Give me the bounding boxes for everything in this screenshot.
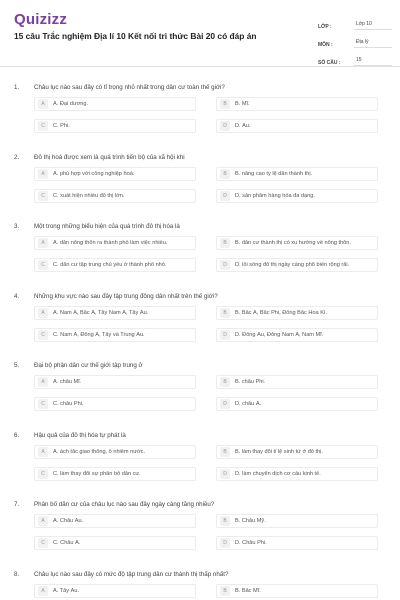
answer-option-b[interactable]	[216, 375, 378, 389]
question-item	[0, 84, 400, 154]
question-item	[0, 362, 400, 432]
worksheet-meta	[318, 14, 392, 68]
answer-option-d[interactable]	[216, 258, 378, 272]
option-letter: A	[38, 377, 48, 387]
meta-count-row	[318, 50, 392, 66]
option-letter: B	[220, 447, 230, 457]
question-item	[0, 223, 400, 293]
answer-option-a[interactable]	[34, 167, 196, 181]
meta-count-label: SỐ CÂU :	[318, 60, 341, 66]
answer-option-d[interactable]	[216, 119, 378, 133]
answer-option-d[interactable]	[216, 467, 378, 481]
option-text: B. châu Phi.	[235, 379, 266, 385]
answer-option-d[interactable]	[216, 189, 378, 203]
option-letter: D	[220, 399, 230, 409]
option-text: D. Âu.	[235, 123, 251, 129]
meta-class-value: Lớp 10	[354, 21, 392, 30]
option-letter: C	[38, 121, 48, 131]
option-text: A. châu Mĩ.	[53, 379, 82, 385]
answer-option-c[interactable]	[34, 258, 196, 272]
answer-option-b[interactable]	[216, 167, 378, 181]
option-letter: C	[38, 469, 48, 479]
answer-option-d[interactable]	[216, 536, 378, 550]
question-item	[0, 571, 400, 600]
option-letter: B	[220, 516, 230, 526]
option-letter: A	[38, 308, 48, 318]
option-text: B. Mĩ.	[235, 101, 250, 107]
question-text: Đô thị hoá được xem là quá trình tiến bộ của xã hội khi	[34, 153, 185, 161]
option-text: A. dân nông thôn ra thành phố làm việc nhiều.	[53, 240, 168, 246]
option-text: B. làm thay đổi tỉ lệ sinh tử ở đô thị.	[235, 448, 323, 455]
question-list	[0, 84, 400, 600]
question-number: 3.	[14, 223, 20, 230]
answer-option-a[interactable]	[34, 236, 196, 250]
question-number: 6.	[14, 431, 20, 439]
option-text: B. dân cư thành thị có xu hướng về nông thôn.	[235, 240, 351, 246]
option-text: B. Châu Mỹ.	[235, 518, 266, 524]
option-text: D. sản phẩm hàng hóa đa dạng.	[235, 192, 315, 199]
option-text: B. nâng cao tỷ lệ dân thành thị.	[235, 170, 313, 177]
option-letter: D	[220, 121, 230, 131]
answer-option-a[interactable]	[34, 97, 196, 111]
answer-option-b[interactable]	[216, 236, 378, 250]
question-item	[0, 293, 400, 363]
answer-option-b[interactable]	[216, 514, 378, 528]
option-text: D. châu Á.	[235, 401, 262, 407]
option-text: D. làm chuyển dịch cơ cấu kinh tế.	[235, 470, 321, 477]
option-text: D. Đông Âu, Đông Nam Á, Nam Mĩ.	[235, 331, 324, 338]
option-letter: C	[38, 260, 48, 270]
question-number: 1.	[14, 84, 20, 91]
option-letter: A	[38, 99, 48, 109]
answer-option-a[interactable]	[34, 445, 196, 459]
option-letter: B	[220, 238, 230, 248]
answer-option-b[interactable]	[216, 306, 378, 320]
option-letter: D	[220, 191, 230, 201]
option-text: C. xuất hiện nhiều đô thị lớn.	[53, 192, 125, 199]
question-number: 2.	[14, 153, 20, 161]
option-letter: A	[38, 238, 48, 248]
answer-option-b[interactable]	[216, 584, 378, 598]
answer-option-b[interactable]	[216, 445, 378, 459]
question-text: Phân bố dân cư của châu lục nào sau đây ngày càng tăng nhiều?	[34, 501, 215, 508]
answer-option-d[interactable]	[216, 397, 378, 411]
answer-option-a[interactable]	[34, 375, 196, 389]
option-text: C. làm thay đổi sự phân bố dân cư.	[53, 470, 141, 477]
answer-option-c[interactable]	[34, 536, 196, 550]
option-text: C. châu Phi.	[53, 401, 84, 407]
option-letter: A	[38, 586, 48, 596]
option-letter: B	[220, 99, 230, 109]
option-letter: B	[220, 169, 230, 179]
meta-subject-label: MÔN :	[318, 42, 333, 48]
question-number: 5.	[14, 362, 20, 369]
option-letter: D	[220, 538, 230, 548]
option-text: D. lối sống đô thị ngày càng phổ biến rộng rãi.	[235, 262, 350, 268]
answer-option-a[interactable]	[34, 306, 196, 320]
option-letter: A	[38, 169, 48, 179]
question-text: Châu lục nào sau đây có tỉ trọng nhỏ nhất trong dân cư toàn thế giới?	[34, 84, 225, 91]
option-text: B. Bắc Á, Bắc Phi, Đông Bắc Hoa Kì.	[235, 309, 328, 316]
quizizz-logo: Quizizz	[14, 11, 68, 28]
option-text: D. Châu Phi.	[235, 540, 267, 546]
worksheet-title: 15 câu Trắc nghiệm Địa lí 10 Kết nối tri thức Bài 20 có đáp án	[14, 31, 257, 41]
question-text: Một trong những biểu hiện của quá trình đô thị hóa là	[34, 223, 180, 230]
meta-subject-value: Địa lý	[354, 39, 392, 48]
question-number: 8.	[14, 570, 20, 578]
option-text: C. dân cư tập trung chủ yếu ở thành phố nhỏ.	[53, 262, 167, 268]
question-text: Những khu vực nào sau đây tập trung đông dân nhất trên thế giới?	[34, 292, 218, 300]
option-letter: D	[220, 469, 230, 479]
question-text: Châu lục nào sau đây có mức độ tập trung dân cư thành thị thấp nhất?	[34, 570, 229, 578]
option-text: A. Nam Á, Bắc Á, Tây Nam Á, Tây Âu.	[53, 309, 149, 316]
meta-count-value: 15	[354, 57, 392, 66]
option-text: A. ách tắc giao thông, ô nhiễm nước.	[53, 448, 145, 455]
option-text: C. Châu Á.	[53, 540, 81, 546]
header-divider	[0, 66, 400, 67]
option-text: A. Đại dương.	[53, 101, 89, 107]
option-letter: B	[220, 308, 230, 318]
question-number: 7.	[14, 501, 20, 508]
option-letter: A	[38, 516, 48, 526]
option-letter: B	[220, 586, 230, 596]
option-text: C. Phi.	[53, 123, 70, 129]
option-letter: C	[38, 399, 48, 409]
option-letter: C	[38, 191, 48, 201]
answer-option-a[interactable]	[34, 514, 196, 528]
option-text: A. Tây Âu.	[53, 587, 80, 594]
answer-option-c[interactable]	[34, 397, 196, 411]
option-text: B. Bắc Mĩ.	[235, 587, 261, 594]
option-letter: D	[220, 260, 230, 270]
question-item	[0, 432, 400, 502]
option-text: C. Nam Á, Đông Á, Tây và Trung Âu.	[53, 331, 145, 338]
option-letter: B	[220, 377, 230, 387]
question-item	[0, 154, 400, 224]
option-letter: A	[38, 447, 48, 457]
question-item	[0, 501, 400, 571]
meta-class-row	[318, 14, 392, 30]
option-text: A. phù hợp với công nghiệp hoá.	[53, 170, 135, 177]
question-number: 4.	[14, 292, 20, 300]
option-letter: C	[38, 330, 48, 340]
answer-option-a[interactable]	[34, 584, 196, 598]
answer-option-c[interactable]	[34, 328, 196, 342]
option-letter: C	[38, 538, 48, 548]
answer-option-c[interactable]	[34, 189, 196, 203]
answer-option-b[interactable]	[216, 97, 378, 111]
answer-option-c[interactable]	[34, 467, 196, 481]
answer-option-c[interactable]	[34, 119, 196, 133]
meta-subject-row	[318, 32, 392, 48]
meta-class-label: LỚP :	[318, 24, 332, 30]
worksheet-header	[0, 0, 400, 66]
answer-option-d[interactable]	[216, 328, 378, 342]
question-text: Hậu quả của đô thị hóa tự phát là	[34, 431, 126, 439]
question-text: Đại bộ phận dân cư thế giới tập trung ở	[34, 362, 143, 369]
option-text: A. Châu Âu.	[53, 518, 84, 524]
option-letter: D	[220, 330, 230, 340]
